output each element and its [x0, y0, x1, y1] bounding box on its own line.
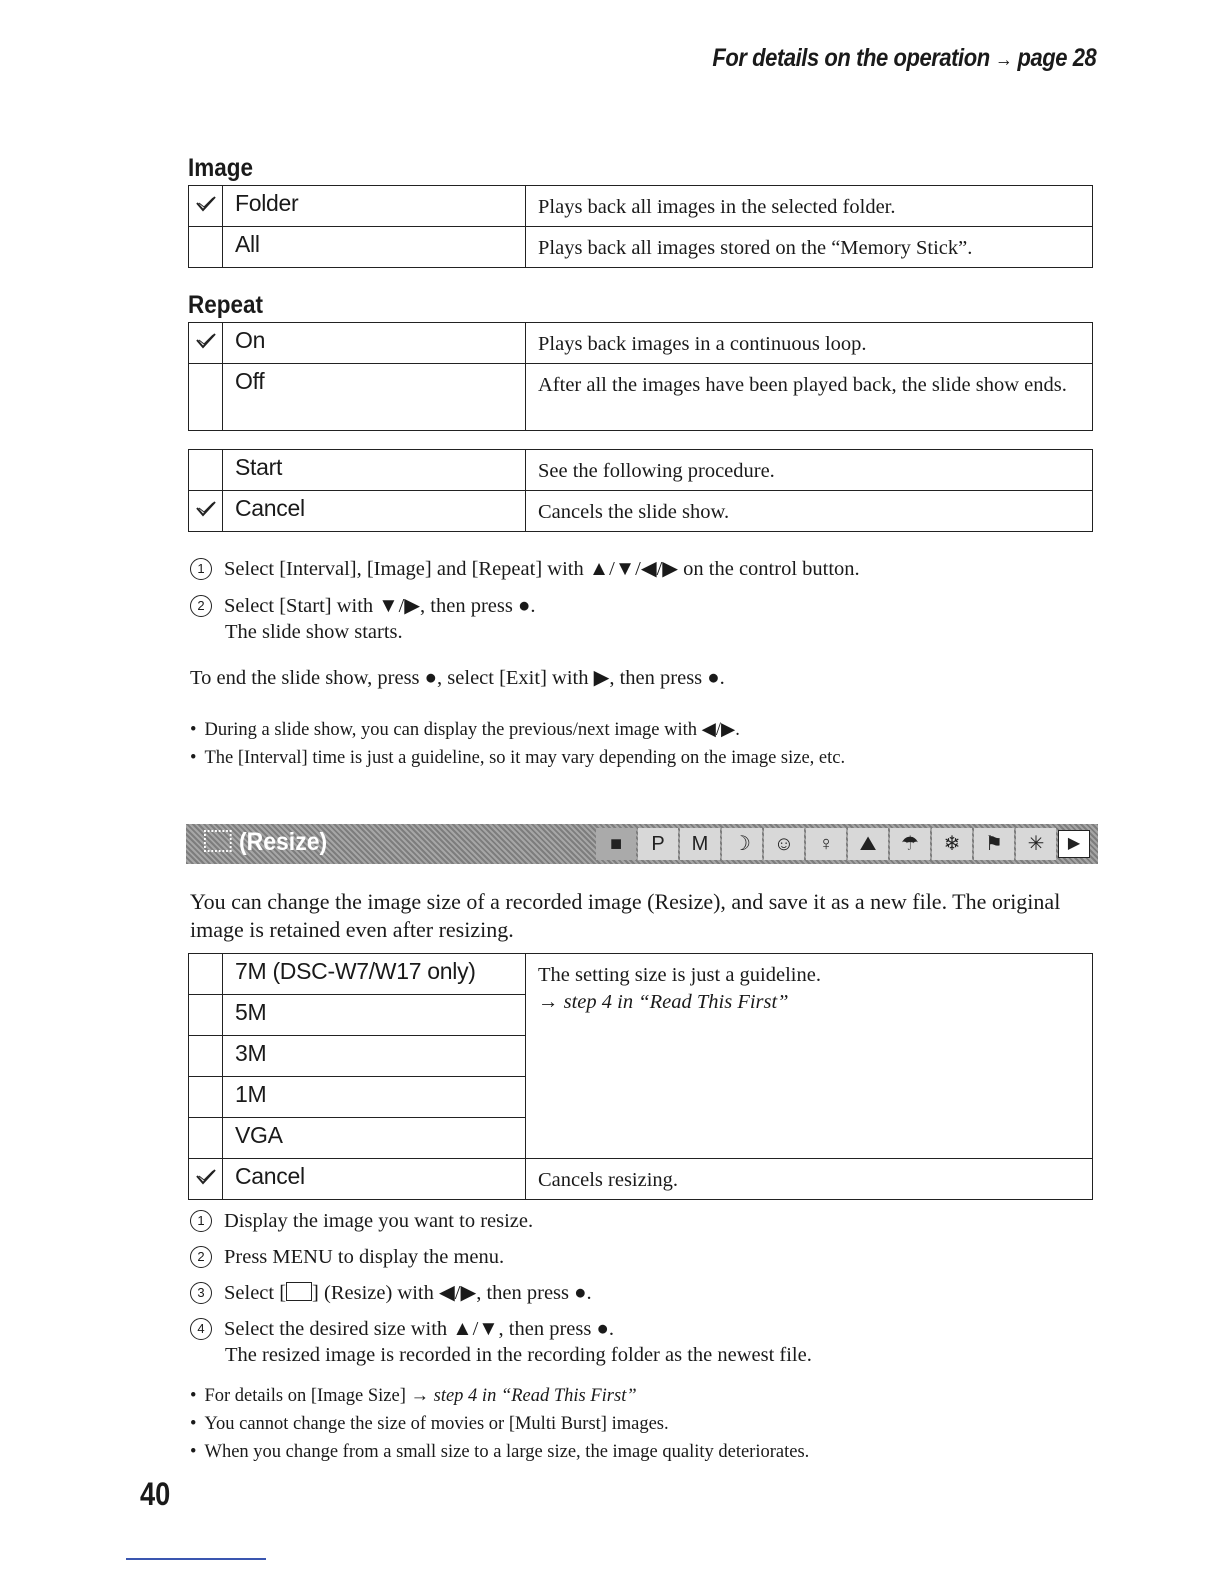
twilight-icon: ☽	[722, 828, 762, 860]
step-number: 4	[190, 1318, 212, 1340]
size-desc-text: The setting size is just a guideline.	[538, 964, 821, 986]
size-label: 1M	[223, 1077, 526, 1118]
option-desc: Plays back all images stored on the “Memory Stick”.	[526, 227, 1093, 268]
check-cell	[189, 450, 223, 491]
option-label: Start	[223, 450, 526, 491]
image-options-table	[188, 185, 1093, 268]
program-mode-icon: P	[638, 828, 678, 860]
mode-icons	[594, 828, 1090, 860]
table-row	[189, 450, 1093, 491]
note-text: For details on [Image Size] →	[204, 1386, 434, 1406]
option-label: Cancel	[223, 491, 526, 532]
checkmark-icon	[195, 1167, 217, 1192]
check-cell	[189, 227, 223, 268]
option-label: Folder	[223, 186, 526, 227]
check-cell	[189, 491, 223, 532]
option-desc: Cancels the slide show.	[526, 491, 1093, 532]
resize-notes	[190, 1382, 809, 1466]
resize-step-1	[190, 1208, 533, 1234]
resize-intro: You can change the image size of a recorded image (Resize), and save it as a new file. The original image is retained even after resizing.	[190, 889, 1061, 942]
table-row	[189, 323, 1093, 364]
check-cell	[189, 323, 223, 364]
note-item: • You cannot change the size of movies or [Multi Burst] images.	[190, 1410, 809, 1438]
table-row	[189, 364, 1093, 431]
beach-icon: ☂	[890, 828, 930, 860]
option-desc: Plays back all images in the selected folder.	[526, 186, 1093, 227]
table-row	[189, 186, 1093, 227]
step-number: 2	[190, 1246, 212, 1268]
checkmark-icon	[195, 499, 217, 524]
soft-snap-icon: ♀	[806, 828, 846, 860]
size-label: Cancel	[223, 1159, 526, 1200]
size-label: 7M (DSC-W7/W17 only)	[223, 954, 526, 995]
header-text: For details on the operation	[712, 44, 990, 72]
banner-title-text: (Resize)	[238, 828, 328, 856]
page-header	[712, 44, 1096, 73]
camera-icon: ■	[596, 828, 636, 860]
option-desc: After all the images have been played back, the slide show ends.	[526, 364, 1093, 431]
resize-step-3	[190, 1280, 592, 1306]
manual-mode-icon: M	[680, 828, 720, 860]
option-label: All	[223, 227, 526, 268]
step-subtext: The resized image is recorded in the recording folder as the newest file.	[225, 1344, 812, 1366]
twilight-portrait-icon: ☺	[764, 828, 804, 860]
header-arrow: →	[994, 49, 1012, 71]
slideshow-step-2	[190, 593, 535, 645]
check-cell	[189, 186, 223, 227]
size-label: VGA	[223, 1118, 526, 1159]
step-text: Press MENU to display the menu.	[224, 1246, 505, 1268]
slideshow-notes	[190, 716, 845, 772]
fireworks-icon: ✳	[1016, 828, 1056, 860]
check-cell	[189, 1118, 223, 1159]
high-speed-icon: ⚑	[974, 828, 1014, 860]
option-label: Off	[223, 364, 526, 431]
step-number: 1	[190, 558, 212, 580]
resize-icon	[204, 830, 232, 852]
step-number: 1	[190, 1210, 212, 1232]
header-page-ref: page 28	[1017, 44, 1096, 72]
check-cell	[189, 954, 223, 995]
step-text: Select [Start] with ▼/▶, then press ●.	[224, 595, 536, 617]
table-row	[189, 954, 1093, 995]
size-desc	[526, 954, 1093, 1159]
resize-step-2	[190, 1244, 504, 1270]
repeat-options-table	[188, 322, 1093, 431]
table-row	[189, 227, 1093, 268]
checkmark-icon	[195, 331, 217, 356]
note-item	[190, 1382, 809, 1410]
check-cell	[189, 1159, 223, 1200]
resize-step-4	[190, 1316, 812, 1368]
step-text-post: ] (Resize) with ◀/▶, then press ●.	[312, 1282, 592, 1304]
divider	[126, 1558, 266, 1560]
size-label: 5M	[223, 995, 526, 1036]
step-subtext: The slide show starts.	[225, 621, 403, 643]
repeat-section-title: Repeat	[188, 291, 264, 319]
note-item: • The [Interval] time is just a guideline, so it may vary depending on the image size, etc.	[190, 744, 845, 772]
option-desc: Plays back images in a continuous loop.	[526, 323, 1093, 364]
start-options-table	[188, 449, 1093, 532]
landscape-icon: ⛰	[848, 828, 888, 860]
step-number: 2	[190, 595, 212, 617]
step-text-pre: Select [	[224, 1282, 287, 1304]
note-ref: step 4 in “Read This First”	[433, 1386, 637, 1406]
end-slideshow-text: To end the slide show, press ●, select [Exit] with ▶, then press ●.	[190, 667, 725, 689]
cancel-desc: Cancels resizing.	[526, 1159, 1093, 1200]
checkmark-icon	[195, 194, 217, 219]
page-number: 40	[140, 1476, 171, 1512]
image-section-title: Image	[188, 154, 254, 182]
step-text: Select the desired size with ▲/▼, then press ●.	[224, 1318, 614, 1340]
table-row	[189, 491, 1093, 532]
step-number: 3	[190, 1282, 212, 1304]
check-cell	[189, 1077, 223, 1118]
resize-banner	[186, 824, 1098, 864]
playback-icon: ▶	[1058, 830, 1090, 858]
step-text: Display the image you want to resize.	[224, 1210, 534, 1232]
check-cell	[189, 995, 223, 1036]
note-item: • During a slide show, you can display the previous/next image with ◀/▶.	[190, 716, 845, 744]
resize-options-table	[188, 953, 1093, 1200]
resize-icon	[286, 1282, 312, 1301]
banner-title	[204, 828, 327, 857]
option-label: On	[223, 323, 526, 364]
table-row	[189, 1159, 1093, 1200]
check-cell	[189, 1036, 223, 1077]
slideshow-step-1	[190, 556, 860, 582]
note-item: • When you change from a small size to a large size, the image quality deteriorates.	[190, 1438, 809, 1466]
size-desc-ref: → step 4 in “Read This First”	[538, 991, 789, 1013]
size-label: 3M	[223, 1036, 526, 1077]
snow-icon: ❄	[932, 828, 972, 860]
step-text: Select [Interval], [Image] and [Repeat] with ▲/▼/◀/▶ on the control button.	[224, 558, 860, 580]
check-cell	[189, 364, 223, 431]
option-desc: See the following procedure.	[526, 450, 1093, 491]
